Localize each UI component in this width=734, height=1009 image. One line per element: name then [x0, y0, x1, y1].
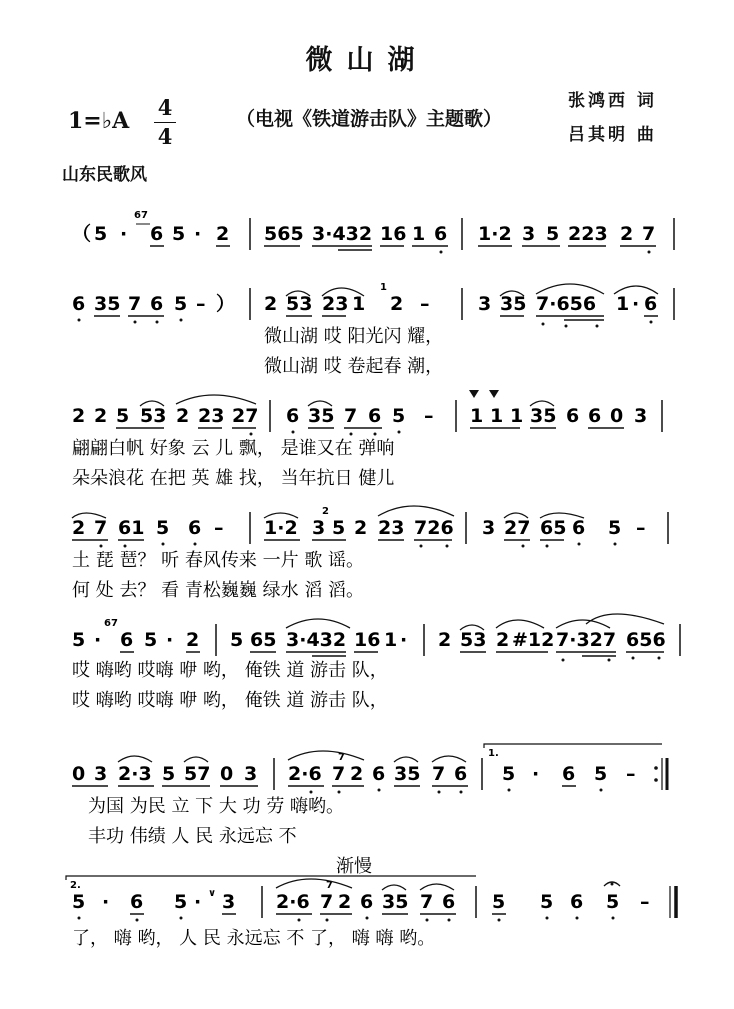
- time-signature-bottom: 4: [157, 124, 173, 149]
- notes: 1·2: [264, 517, 298, 539]
- slur: [378, 506, 454, 516]
- low-octave-dot: [194, 543, 197, 546]
- note: 1: [490, 405, 504, 427]
- note: 2: [354, 517, 368, 539]
- notes: 16: [380, 223, 407, 245]
- score-row-3: [72, 390, 662, 436]
- slur: [556, 620, 610, 628]
- dot-extension: ·: [120, 223, 128, 245]
- note: 6: [360, 891, 374, 913]
- note: 6: [562, 763, 576, 785]
- note: 6: [130, 891, 144, 913]
- slur: [118, 756, 152, 762]
- note: 7: [94, 517, 108, 539]
- grace-notes: 67: [104, 618, 118, 629]
- dot-extension: ·: [532, 763, 540, 785]
- note: 2: [72, 405, 86, 427]
- note: 1: [352, 293, 366, 315]
- score-row-5: [72, 614, 680, 662]
- grace-note: 7: [326, 880, 333, 891]
- note: 1: [470, 405, 484, 427]
- note: 6: [572, 517, 586, 539]
- grace-note: 7: [338, 752, 345, 763]
- slur: [176, 395, 256, 404]
- low-octave-dot: [460, 791, 463, 794]
- dash: –: [424, 405, 434, 427]
- note: 2: [216, 223, 230, 245]
- note: 0: [72, 763, 86, 785]
- note: 3: [94, 763, 108, 785]
- low-octave-dot: [100, 545, 103, 548]
- notes: 726: [414, 517, 454, 539]
- repeat-dot: [654, 766, 658, 770]
- notes: 35: [94, 293, 121, 315]
- notes: 53: [286, 293, 313, 315]
- note: 2: [438, 629, 452, 651]
- note: 5: [594, 763, 608, 785]
- note: 2: [496, 629, 510, 651]
- notes: 61: [118, 517, 145, 539]
- low-octave-dot: [522, 545, 525, 548]
- notes: 35: [530, 405, 557, 427]
- note: 3: [222, 891, 236, 913]
- slur: [286, 619, 350, 628]
- note: 1: [510, 405, 524, 427]
- note: 6: [570, 891, 584, 913]
- paren-open: （: [72, 223, 92, 245]
- note: 5: [72, 629, 86, 651]
- notes: 27: [232, 405, 259, 427]
- low-octave-dot: [420, 545, 423, 548]
- low-octave-dot: [326, 919, 329, 922]
- notes: 3·432: [286, 629, 347, 651]
- accent-mark: [469, 390, 479, 398]
- low-octave-dot: [542, 323, 545, 326]
- notes: 7·327: [556, 629, 617, 651]
- note: 6: [120, 629, 134, 651]
- low-octave-dot: [338, 791, 341, 794]
- score-row-1: [72, 210, 674, 254]
- note: 5: [502, 763, 516, 785]
- dot-extension: ·: [400, 629, 408, 651]
- lyric-row-4-verse-1: 土 琵 琶？ 听 春风传来 一片 歌 谣。: [72, 550, 365, 571]
- volta-number-1: 1.: [488, 748, 499, 759]
- note: 7: [420, 891, 434, 913]
- low-octave-dot: [614, 543, 617, 546]
- note: 0: [220, 763, 234, 785]
- low-octave-dot: [366, 917, 369, 920]
- note: 5: [144, 629, 158, 651]
- note: 6: [434, 223, 448, 245]
- low-octave-dot: [578, 543, 581, 546]
- low-octave-dot: [612, 917, 615, 920]
- low-octave-dot: [124, 545, 127, 548]
- note: 5: [174, 293, 188, 315]
- notes: 16: [354, 629, 381, 651]
- note: 2: [186, 629, 200, 651]
- note: 7: [432, 763, 446, 785]
- notes: 57: [184, 763, 211, 785]
- low-octave-dot: [374, 433, 377, 436]
- note: 7: [332, 763, 346, 785]
- notes: 7·656: [536, 293, 597, 315]
- lyric-row-6-verse-1: 为国 为民 立 下 大 功 劳 嗨哟。: [88, 796, 345, 817]
- score-row-6: [72, 744, 667, 794]
- note: 6: [566, 405, 580, 427]
- low-octave-dot: [576, 917, 579, 920]
- note: 3: [482, 517, 496, 539]
- low-octave-dot: [156, 321, 159, 324]
- low-octave-dot: [440, 251, 443, 254]
- notes: 2·3: [118, 763, 152, 785]
- low-octave-dot: [180, 917, 183, 920]
- low-octave-dot: [78, 917, 81, 920]
- note: 2: [264, 293, 278, 315]
- notes: 65: [540, 517, 567, 539]
- style-marking: 山东民歌风: [62, 165, 147, 185]
- notes: 2·6: [276, 891, 310, 913]
- dash: –: [640, 891, 650, 913]
- note: 5: [492, 891, 506, 913]
- note: 6: [150, 293, 164, 315]
- accent-mark: [489, 390, 499, 398]
- notes: 35: [500, 293, 527, 315]
- notes: 223: [568, 223, 608, 245]
- notes: 1·2: [478, 223, 512, 245]
- slur: [496, 620, 544, 628]
- slur: [288, 751, 364, 760]
- low-octave-dot: [292, 431, 295, 434]
- low-octave-dot: [250, 433, 253, 436]
- notes: 35: [394, 763, 421, 785]
- note: 1: [384, 629, 398, 651]
- lyric-row-2-verse-1: 微山湖 哎 阳光闪 耀，: [264, 326, 444, 347]
- low-octave-dot: [398, 431, 401, 434]
- notes: 53: [140, 405, 167, 427]
- slur: [276, 879, 352, 888]
- volta-bracket-1: [484, 744, 662, 748]
- dash: –: [196, 293, 206, 315]
- grace-note: 2: [322, 506, 329, 517]
- low-octave-dot: [438, 791, 441, 794]
- low-octave-dot: [350, 433, 353, 436]
- low-octave-dot: [136, 919, 139, 922]
- notes: 27: [504, 517, 531, 539]
- lyricist-credit: 张鸿西 词: [568, 91, 657, 111]
- dash: –: [636, 517, 646, 539]
- low-octave-dot: [78, 319, 81, 322]
- notes: 53: [460, 629, 487, 651]
- grace-notes: 67: [134, 210, 148, 221]
- note: 5: [540, 891, 554, 913]
- dash: –: [214, 517, 224, 539]
- note: 5: [72, 891, 86, 913]
- note: 3: [312, 517, 326, 539]
- note: 6: [72, 293, 86, 315]
- lyric-row-5-verse-1: 哎 嗨哟 哎嗨 咿 哟， 俺铁 道 游击 队，: [72, 660, 388, 681]
- lyric-row-5-verse-2: 哎 嗨哟 哎嗨 咿 哟， 俺铁 道 游击 队，: [72, 690, 388, 711]
- lyric-row-2-verse-2: 微山湖 哎 卷起春 潮，: [264, 356, 444, 377]
- song-title: 微山湖: [305, 45, 429, 76]
- dot-extension: ·: [194, 891, 202, 913]
- note: 2: [390, 293, 404, 315]
- low-octave-dot: [596, 325, 599, 328]
- lyric-row-3-verse-1: 翩翩白帆 好象 云 儿 飘， 是谁又在 弹响: [72, 438, 395, 459]
- low-octave-dot: [546, 917, 549, 920]
- notes: 23: [378, 517, 405, 539]
- time-signature-top: 4: [157, 95, 173, 120]
- low-octave-dot: [162, 543, 165, 546]
- notes: 2·6: [288, 763, 322, 785]
- composer-credit: 吕其明 曲: [568, 125, 657, 145]
- repeat-dot: [654, 778, 658, 782]
- note: 6: [368, 405, 382, 427]
- note: 5: [172, 223, 186, 245]
- note: 5: [608, 517, 622, 539]
- volta-bracket-2: [66, 876, 476, 880]
- note: 2: [94, 405, 108, 427]
- score-row-4: [72, 506, 668, 548]
- note: 2: [176, 405, 190, 427]
- dot-extension: ·: [194, 223, 202, 245]
- notes: 23: [198, 405, 225, 427]
- score-row-2: [72, 282, 674, 328]
- notes: 35: [382, 891, 409, 913]
- lyric-row-7: 了， 嗨 哟， 人 民 永远忘 不 了， 嗨 嗨 哟。: [72, 928, 436, 949]
- notes: 656: [626, 629, 666, 651]
- subtitle: （电视《铁道游击队》主题歌）: [236, 108, 503, 130]
- dash: –: [420, 293, 430, 315]
- note: 5: [392, 405, 406, 427]
- note: 3: [522, 223, 536, 245]
- fermata-dot: [611, 883, 614, 886]
- note: 6: [454, 763, 468, 785]
- note: 6: [588, 405, 602, 427]
- breath-mark: ∨: [208, 888, 217, 899]
- low-octave-dot: [378, 789, 381, 792]
- low-octave-dot: [426, 919, 429, 922]
- note: 6: [442, 891, 456, 913]
- note: 2: [350, 763, 364, 785]
- note: 7: [320, 891, 334, 913]
- note: 7: [344, 405, 358, 427]
- note: 3: [244, 763, 258, 785]
- note: 7: [642, 223, 656, 245]
- slur: [394, 757, 418, 762]
- lyric-row-3-verse-2: 朵朵浪花 在把 英 雄 找， 当年抗日 健儿: [72, 468, 395, 489]
- note: 5: [174, 891, 188, 913]
- slur: [432, 756, 466, 762]
- lyric-row-6-verse-2: 丰功 伟绩 人 民 永远忘 不: [88, 826, 297, 847]
- note: 5: [230, 629, 244, 651]
- low-octave-dot: [310, 791, 313, 794]
- note: 6: [372, 763, 386, 785]
- low-octave-dot: [565, 325, 568, 328]
- tempo-marking: 渐慢: [336, 856, 372, 877]
- low-octave-dot: [446, 545, 449, 548]
- notes: 565: [264, 223, 304, 245]
- low-octave-dot: [658, 657, 661, 660]
- note: 5: [606, 891, 620, 913]
- notes-sharp: #12: [512, 629, 555, 651]
- slur: [184, 757, 208, 762]
- dot-extension: ·: [632, 293, 640, 315]
- note: 7: [128, 293, 142, 315]
- note: 6: [644, 293, 658, 315]
- dot-extension: ·: [166, 629, 174, 651]
- grace-note: 1: [380, 282, 387, 293]
- note: 5: [332, 517, 346, 539]
- low-octave-dot: [562, 659, 565, 662]
- note: 2: [620, 223, 634, 245]
- low-octave-dot: [546, 545, 549, 548]
- key-signature: 1=♭A: [68, 108, 130, 134]
- low-octave-dot: [632, 657, 635, 660]
- note: 5: [94, 223, 108, 245]
- note: 0: [610, 405, 624, 427]
- note: 2: [72, 517, 86, 539]
- low-octave-dot: [448, 919, 451, 922]
- low-octave-dot: [648, 251, 651, 254]
- note: 5: [162, 763, 176, 785]
- low-octave-dot: [608, 659, 611, 662]
- score-row-7: [66, 856, 676, 922]
- slur: [382, 885, 406, 890]
- low-octave-dot: [508, 789, 511, 792]
- volta-number-2: 2.: [70, 880, 81, 891]
- note: 5: [546, 223, 560, 245]
- notes: 3·432: [312, 223, 373, 245]
- notes: 23: [322, 293, 349, 315]
- low-octave-dot: [134, 321, 137, 324]
- low-octave-dot: [650, 321, 653, 324]
- note: 1: [412, 223, 426, 245]
- low-octave-dot: [498, 919, 501, 922]
- low-octave-dot: [180, 319, 183, 322]
- note: 6: [188, 517, 202, 539]
- note: 5: [116, 405, 130, 427]
- note: 6: [286, 405, 300, 427]
- notes: 35: [308, 405, 335, 427]
- note: 3: [478, 293, 492, 315]
- note: 5: [156, 517, 170, 539]
- notes: 65: [250, 629, 277, 651]
- dash: –: [626, 763, 636, 785]
- dot-extension: ·: [94, 629, 102, 651]
- note: 3: [634, 405, 648, 427]
- note: 6: [150, 223, 164, 245]
- slur: [420, 884, 454, 890]
- note: 2: [338, 891, 352, 913]
- lyric-row-4-verse-2: 何 处 去？ 看 青松巍巍 绿水 滔 滔。: [72, 580, 365, 601]
- note: 1: [616, 293, 630, 315]
- paren-close: ）: [216, 293, 236, 315]
- low-octave-dot: [298, 919, 301, 922]
- low-octave-dot: [600, 789, 603, 792]
- dot-extension: ·: [102, 891, 110, 913]
